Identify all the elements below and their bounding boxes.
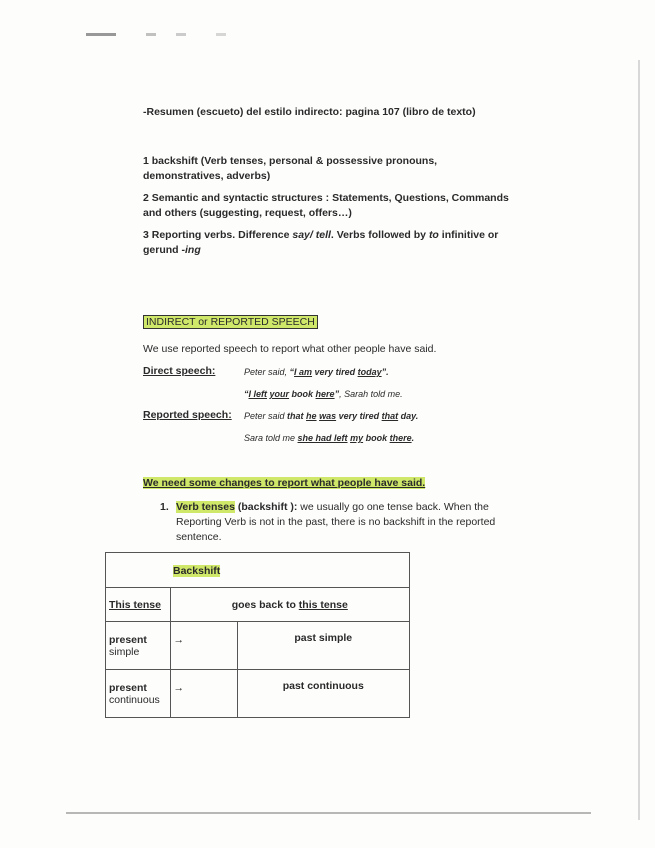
point-text-1: we usually go one tense back. When the (297, 501, 489, 513)
re2-my: my (350, 433, 364, 443)
direct-speech-label: Direct speech: (143, 365, 216, 377)
de1-q1: “ (289, 367, 295, 377)
intro-text: We use reported speech to report what other people have said. (143, 343, 437, 355)
tense-a: present (109, 682, 147, 694)
summary-title: -Resumen (escueto) del estilo indirecto: pagina 107 (libro de texto) (143, 106, 476, 118)
item3-gerund: gerund (143, 244, 182, 256)
point-line-1 (176, 500, 489, 514)
direct-example-1 (244, 365, 389, 379)
summary-item-2-line-1: 2 Semantic and syntactic structures : Statements, Questions, Commands (143, 192, 509, 204)
re1-he: he (306, 411, 317, 421)
arrow-cell (170, 670, 237, 718)
item3-say-tell: say/ tell (292, 229, 331, 241)
col2-header-b: this tense (298, 599, 348, 611)
reported-example-2 (244, 431, 414, 445)
de2-q1: “ (244, 389, 249, 399)
de2-end: , Sarah told me. (339, 389, 403, 399)
de1-today: today (357, 367, 382, 377)
tense-cell (106, 622, 171, 670)
backshift-label: (backshift ): (234, 501, 298, 513)
point-line-3: sentence. (176, 531, 222, 543)
re2-she: she had left (297, 433, 348, 443)
arrow-icon: → (173, 682, 184, 694)
target-cell (237, 622, 410, 670)
changes-heading (143, 476, 425, 490)
tense-a: present (109, 634, 147, 646)
reported-speech-label: Reported speech: (143, 409, 232, 421)
de1-i: I am (294, 367, 313, 377)
table-row (106, 622, 410, 670)
de1-a: Peter said, (244, 367, 290, 377)
direct-example-2 (244, 387, 403, 401)
section-heading-indirect (143, 315, 318, 329)
scan-artifact (86, 33, 286, 36)
target-tense: past simple (294, 632, 353, 644)
verb-tenses-label: Verb tenses (176, 501, 235, 513)
tense-cell (106, 670, 171, 718)
re2-book: book (363, 433, 390, 443)
re1-that: that (287, 411, 304, 421)
item3-to: to (428, 229, 439, 241)
col2-header-a: goes back to (231, 599, 299, 611)
re2-end: . (411, 433, 415, 443)
re1-day: day. (398, 411, 419, 421)
table-row (106, 670, 410, 718)
table-title: Backshift (173, 565, 221, 577)
point-line-2: Reporting Verb is not in the past, there is no backshift in the reported (176, 516, 496, 528)
changes-heading-text: We need some changes to report what people have said. (143, 477, 426, 489)
table-title-row (106, 553, 410, 588)
table-title-spacer (106, 553, 171, 588)
col2-header-cell (170, 588, 410, 622)
arrow-cell (170, 622, 237, 670)
page-edge (638, 60, 640, 820)
tense-b: simple (109, 646, 140, 658)
col1-header: This tense (109, 599, 161, 611)
de2-i: I left (248, 389, 268, 399)
target-tense: past continuous (282, 680, 364, 692)
re1-a: Peter said (244, 411, 288, 421)
item3-ing: -ing (181, 244, 201, 256)
de1-q2: ”. (381, 367, 389, 377)
summary-item-3-line-2 (143, 243, 201, 257)
summary-item-3-line-1 (143, 228, 498, 242)
summary-item-1-line-2: demonstratives, adverbs) (143, 170, 271, 182)
re1-was: was (319, 411, 337, 421)
summary-item-1-line-1: 1 backshift (Verb tenses, personal & possessive pronouns, (143, 155, 438, 167)
section-heading-text: INDIRECT or REPORTED SPEECH (143, 315, 318, 329)
point-number: 1. (160, 501, 169, 513)
item3-text-b: . Verbs followed by (330, 229, 429, 241)
col1-header-cell (106, 588, 171, 622)
item3-text-c: infinitive or (438, 229, 499, 241)
summary-item-2-line-2: and others (suggesting, request, offers…) (143, 207, 352, 219)
tense-b: continuous (109, 694, 160, 706)
de2-here: here (315, 389, 335, 399)
table-header-row (106, 588, 410, 622)
de2-your: your (269, 389, 290, 399)
de2-q2: ” (334, 389, 340, 399)
de1-b: very tired (312, 367, 358, 377)
arrow-icon: → (173, 634, 184, 646)
item3-text-a: 3 Reporting verbs. Difference (143, 229, 293, 241)
re1-b: very tired (336, 411, 382, 421)
re2-a: Sara told me (244, 433, 298, 443)
re2-there: there (389, 433, 412, 443)
de2-book: book (289, 389, 316, 399)
table-title-cell (170, 553, 410, 588)
reported-example-1 (244, 409, 418, 423)
re1-that2: that (381, 411, 399, 421)
backshift-table (105, 552, 410, 718)
target-cell (237, 670, 410, 718)
page-edge-bottom (66, 812, 591, 814)
